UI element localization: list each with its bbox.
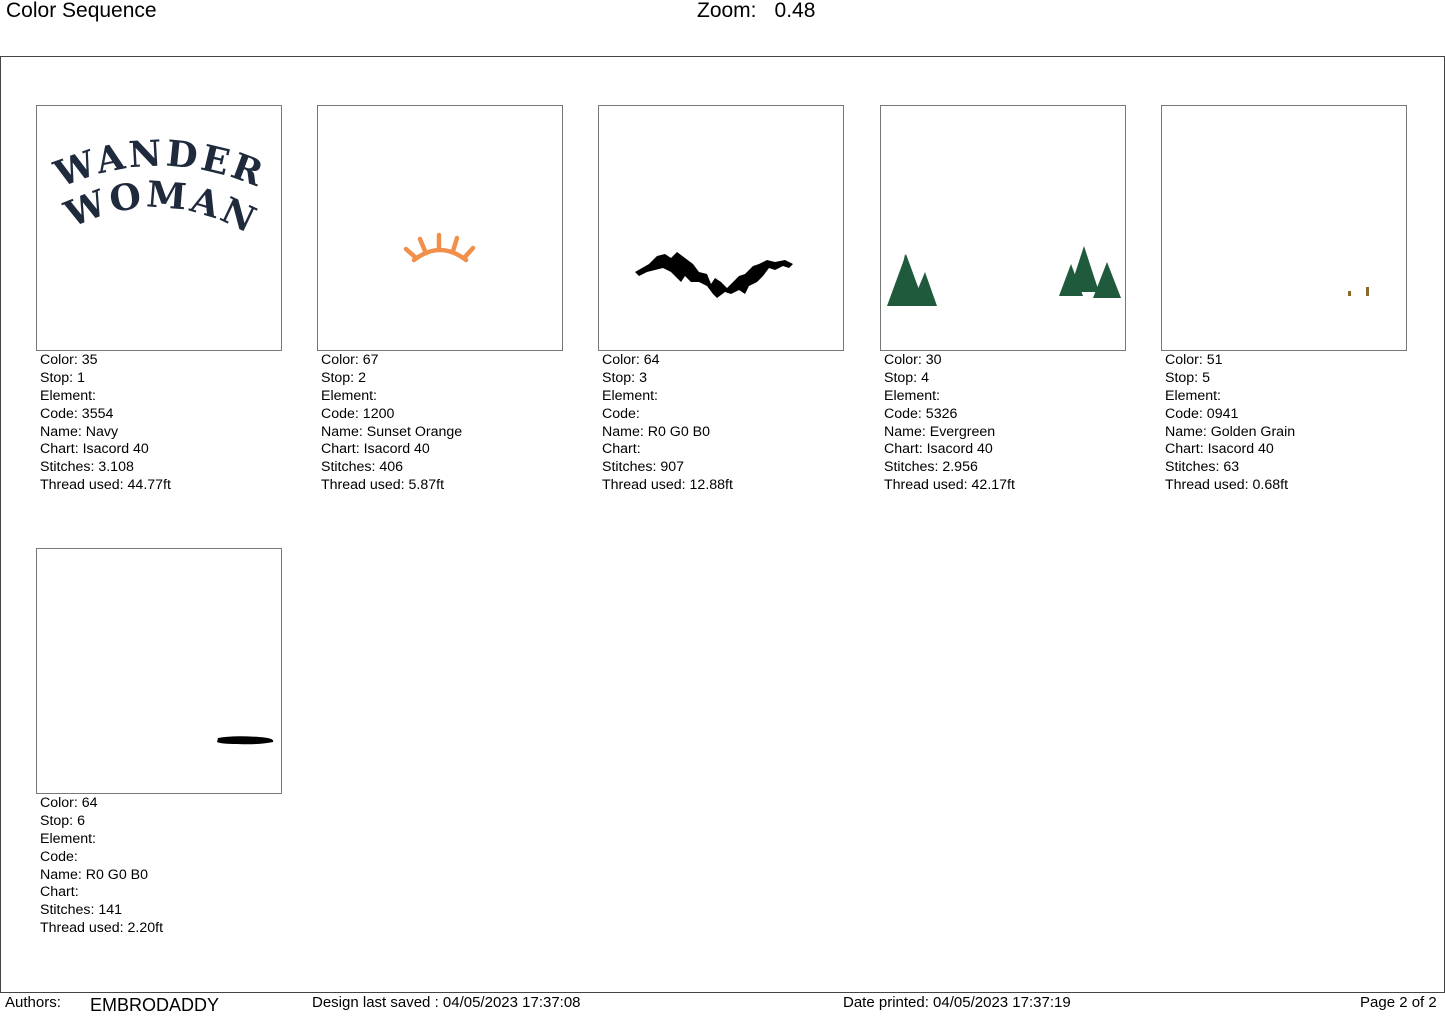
color-number: Color: 64 bbox=[602, 352, 660, 368]
chart-field: Chart: Isacord 40 bbox=[40, 441, 149, 458]
stop-number: Stop: 2 bbox=[321, 369, 366, 386]
stitches-field: Stitches: 907 bbox=[602, 459, 685, 476]
code-field: Code: 3554 bbox=[40, 405, 114, 422]
report-title: Color Sequence bbox=[6, 0, 157, 22]
design-last-saved: Design last saved : 04/05/2023 17:37:08 bbox=[312, 994, 581, 1011]
chart-field: Chart: bbox=[602, 441, 641, 458]
stop-preview-3 bbox=[598, 105, 844, 351]
element-field: Element: bbox=[1165, 387, 1221, 404]
color-number: Color: 67 bbox=[321, 352, 379, 368]
thread-used-field: Thread used: 12.88ft bbox=[602, 477, 733, 494]
code-field: Code: bbox=[40, 848, 78, 865]
stop-preview-6 bbox=[36, 548, 282, 794]
trunk-mark bbox=[1348, 291, 1351, 296]
pine-tree-icon bbox=[1093, 262, 1121, 298]
stop-number: Stop: 1 bbox=[40, 369, 85, 386]
underline-stroke bbox=[217, 736, 273, 744]
stop-info-5 bbox=[1165, 352, 1405, 495]
stop-info-1 bbox=[40, 352, 280, 495]
element-field: Element: bbox=[321, 387, 377, 404]
thread-used-field: Thread used: 5.87ft bbox=[321, 477, 445, 494]
artwork-line-2: WOMAN bbox=[58, 173, 265, 243]
authors-label: Authors: bbox=[5, 994, 61, 1011]
stop-number: Stop: 5 bbox=[1165, 369, 1210, 386]
stop-preview-2 bbox=[317, 105, 563, 351]
sun-ray bbox=[453, 238, 457, 251]
element-field: Element: bbox=[40, 830, 96, 847]
stop-number: Stop: 6 bbox=[40, 812, 85, 829]
sun-ray bbox=[406, 249, 415, 257]
footer-divider bbox=[0, 992, 1445, 993]
color-name: Name: R0 G0 B0 bbox=[602, 423, 711, 440]
wander-woman-artwork bbox=[37, 106, 281, 350]
sun-arc bbox=[414, 250, 466, 260]
stop-info-3 bbox=[602, 352, 842, 495]
authors-value: EMBRODADDY bbox=[90, 995, 220, 1015]
zoom-label: Zoom: bbox=[697, 0, 757, 22]
pine-trees-artwork bbox=[881, 106, 1125, 350]
chart-field: Chart: Isacord 40 bbox=[884, 441, 993, 458]
code-field: Code: 1200 bbox=[321, 405, 395, 422]
stop-number: Stop: 4 bbox=[884, 369, 929, 386]
color-number: Color: 30 bbox=[884, 352, 942, 368]
sunrise-artwork bbox=[318, 106, 562, 350]
stop-preview-1 bbox=[36, 105, 282, 351]
date-printed: Date printed: 04/05/2023 17:37:19 bbox=[843, 994, 1071, 1011]
stitches-field: Stitches: 406 bbox=[321, 459, 404, 476]
trunk-marks-artwork bbox=[1162, 106, 1406, 350]
thread-used-field: Thread used: 0.68ft bbox=[1165, 477, 1289, 494]
mountains-artwork bbox=[599, 106, 843, 350]
code-field: Code: 5326 bbox=[884, 405, 958, 422]
color-number: Color: 64 bbox=[40, 795, 98, 811]
chart-field: Chart: Isacord 40 bbox=[321, 441, 430, 458]
code-field: Code: 0941 bbox=[1165, 405, 1239, 422]
stop-number: Stop: 3 bbox=[602, 369, 647, 386]
mountain-outline bbox=[635, 252, 793, 298]
element-field: Element: bbox=[602, 387, 658, 404]
stitches-field: Stitches: 3.108 bbox=[40, 459, 134, 476]
chart-field: Chart: Isacord 40 bbox=[1165, 441, 1274, 458]
code-field: Code: bbox=[602, 405, 640, 422]
zoom-display bbox=[697, 0, 815, 23]
color-name: Name: Golden Grain bbox=[1165, 423, 1296, 440]
stop-info-6 bbox=[40, 795, 280, 938]
stop-info-4 bbox=[884, 352, 1124, 495]
thread-used-field: Thread used: 44.77ft bbox=[40, 477, 171, 494]
color-name: Name: Sunset Orange bbox=[321, 423, 463, 440]
element-field: Element: bbox=[40, 387, 96, 404]
sun-ray bbox=[465, 248, 473, 257]
element-field: Element: bbox=[884, 387, 940, 404]
artwork-line-1: WANDER bbox=[48, 132, 272, 196]
color-name: Name: Evergreen bbox=[884, 423, 996, 440]
color-name: Name: R0 G0 B0 bbox=[40, 866, 149, 883]
stop-preview-4 bbox=[880, 105, 1126, 351]
stitches-field: Stitches: 2.956 bbox=[884, 459, 978, 476]
color-number: Color: 51 bbox=[1165, 352, 1223, 368]
sun-ray bbox=[420, 239, 425, 251]
color-name: Name: Navy bbox=[40, 423, 119, 440]
stitches-field: Stitches: 141 bbox=[40, 902, 123, 919]
page-number: Page 2 of 2 bbox=[1360, 994, 1437, 1011]
trunk-mark bbox=[1366, 287, 1369, 296]
color-number: Color: 35 bbox=[40, 352, 98, 368]
stitches-field: Stitches: 63 bbox=[1165, 459, 1240, 476]
underline-artwork bbox=[37, 549, 281, 793]
chart-field: Chart: bbox=[40, 884, 79, 901]
thread-used-field: Thread used: 42.17ft bbox=[884, 477, 1015, 494]
stop-info-2 bbox=[321, 352, 561, 495]
zoom-value: 0.48 bbox=[774, 0, 816, 22]
stop-preview-5 bbox=[1161, 105, 1407, 351]
thread-used-field: Thread used: 2.20ft bbox=[40, 920, 164, 937]
